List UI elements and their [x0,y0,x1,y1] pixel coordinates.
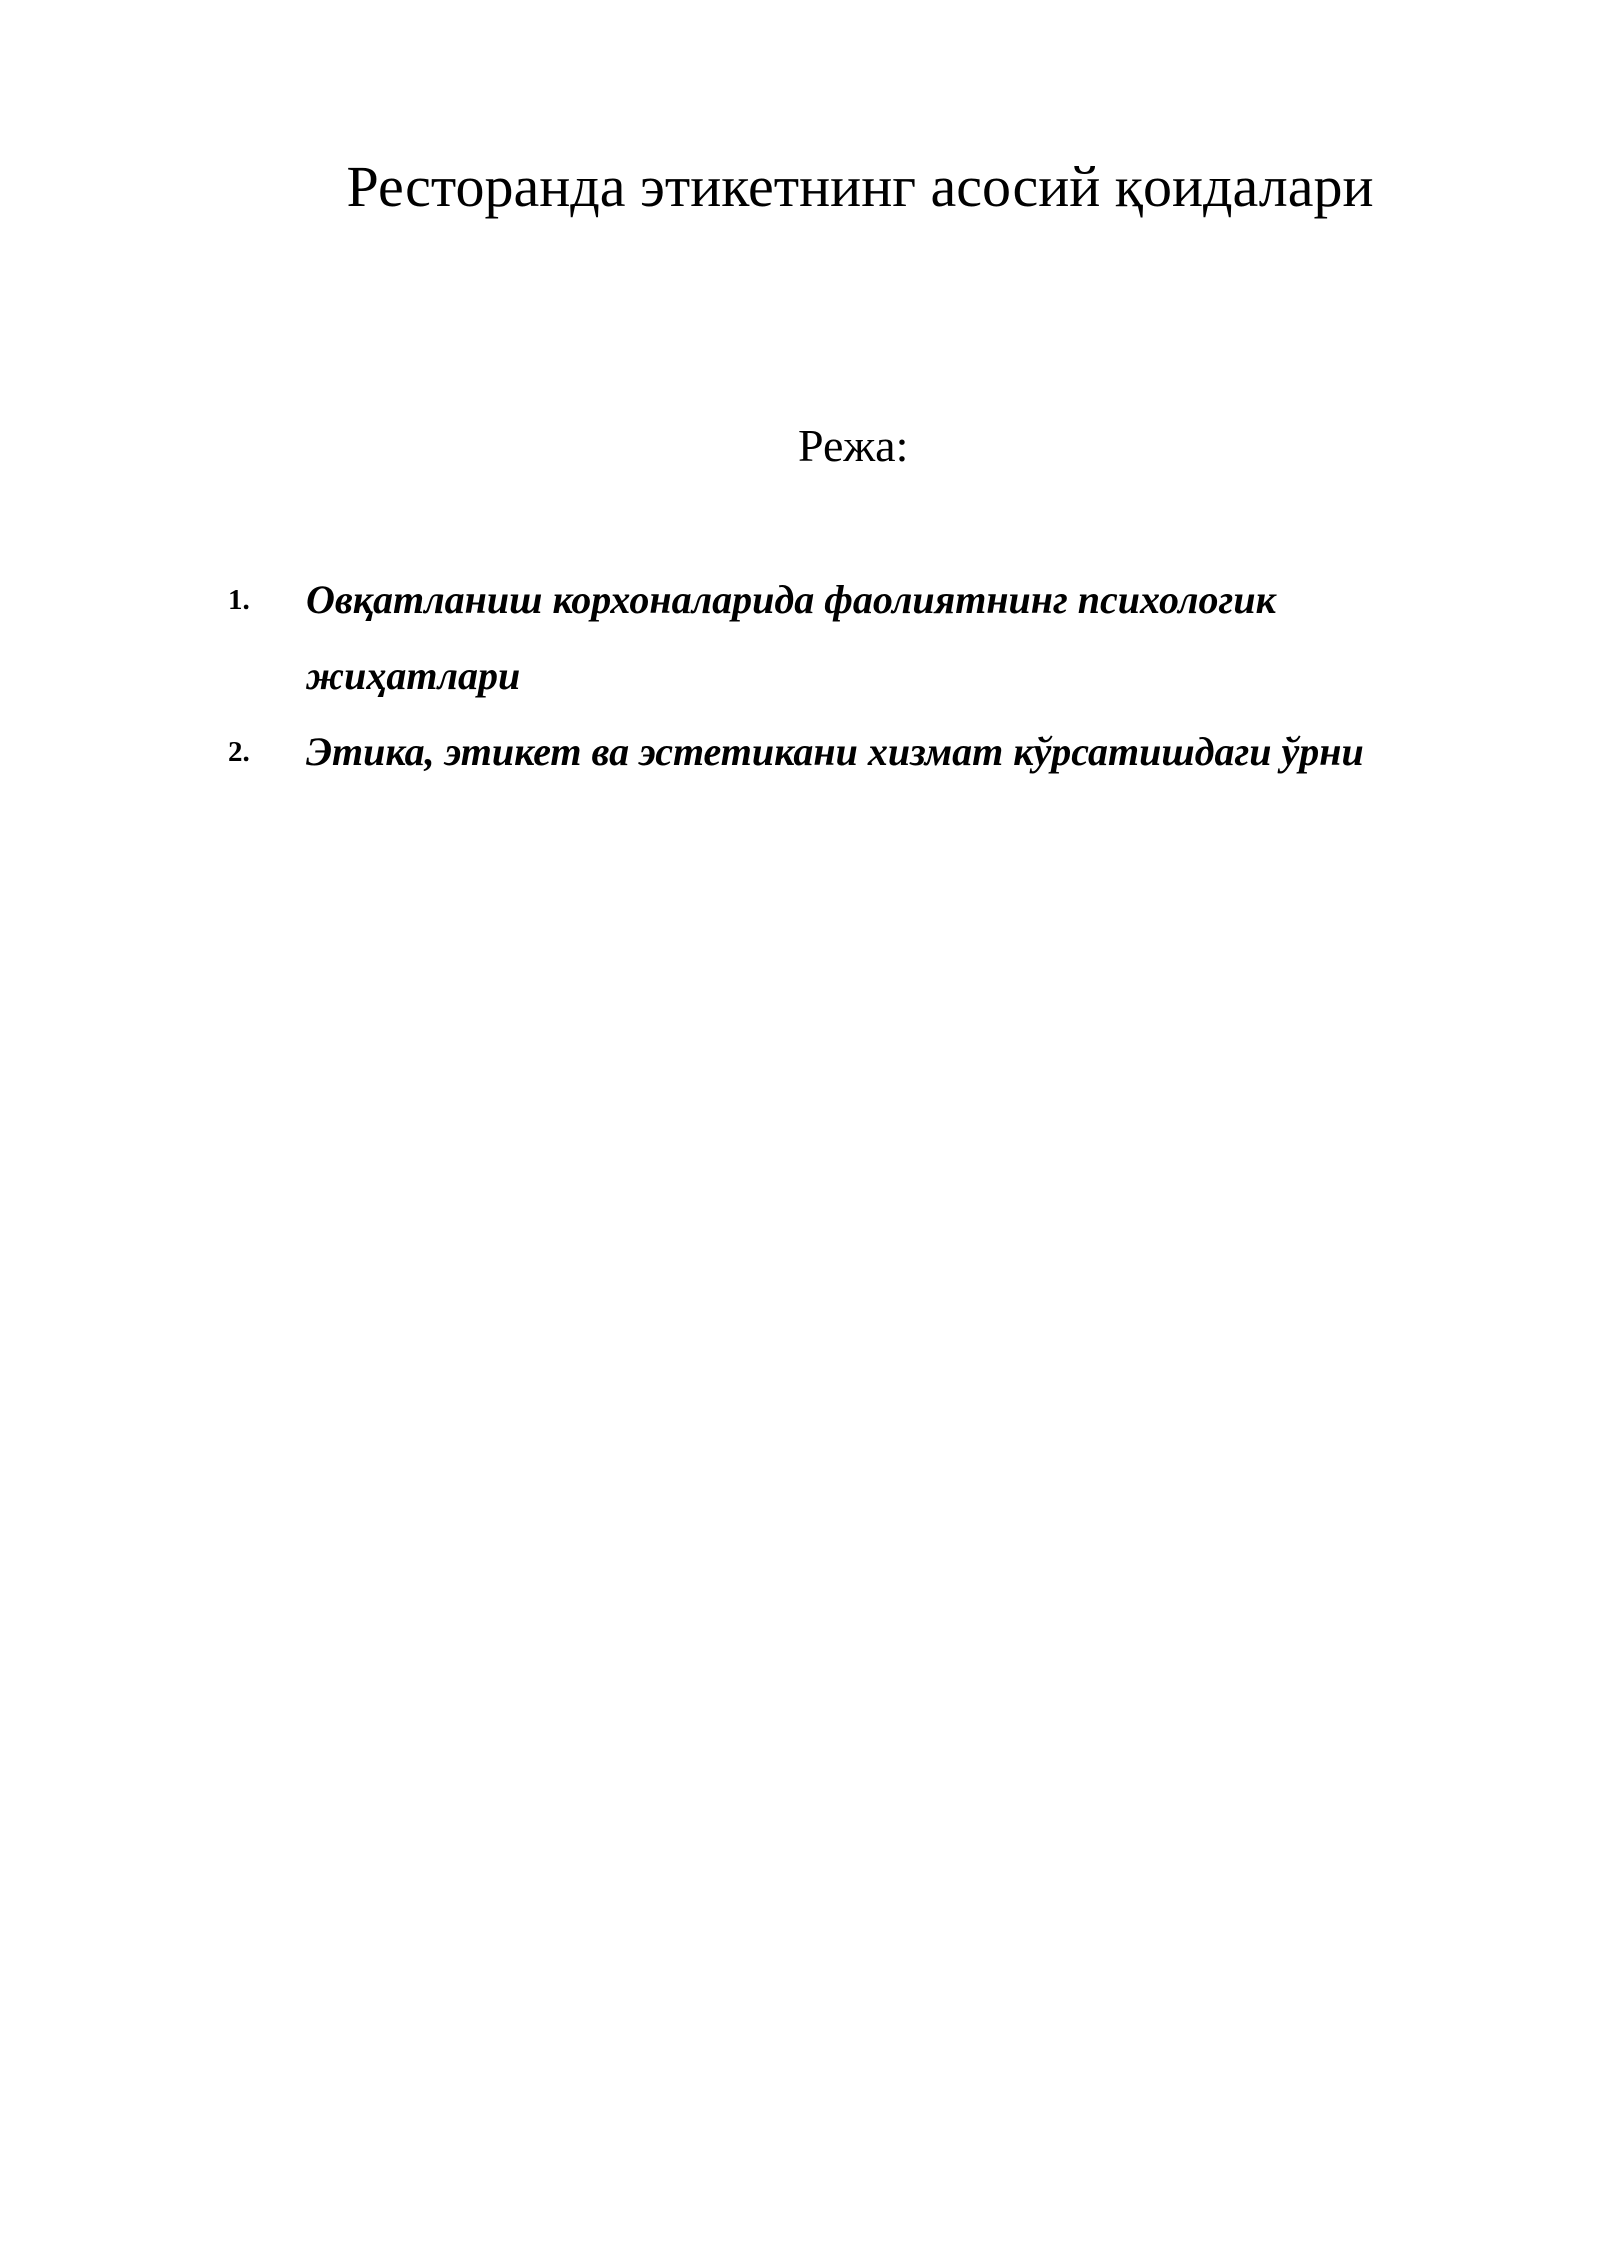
document-title-text: Ресторанда этикетнинг асосий қоидалари [346,154,1374,219]
plan-heading: Режа: [798,420,909,471]
plan-list [228,562,1528,790]
plan-item-1 [228,562,1528,714]
plan-item-number: 1. [228,584,250,616]
plan-item-2 [228,714,1528,790]
document-title [0,152,1600,222]
plan-item-text: Овқатланиш корхоналарида фаолиятнинг психологик жиҳатлари [306,577,1276,698]
plan-item-text: Этика, этикет ва эстетикани хизмат кўрсатишдаги ўрни [306,729,1364,774]
plan-item-number: 2. [228,736,250,768]
